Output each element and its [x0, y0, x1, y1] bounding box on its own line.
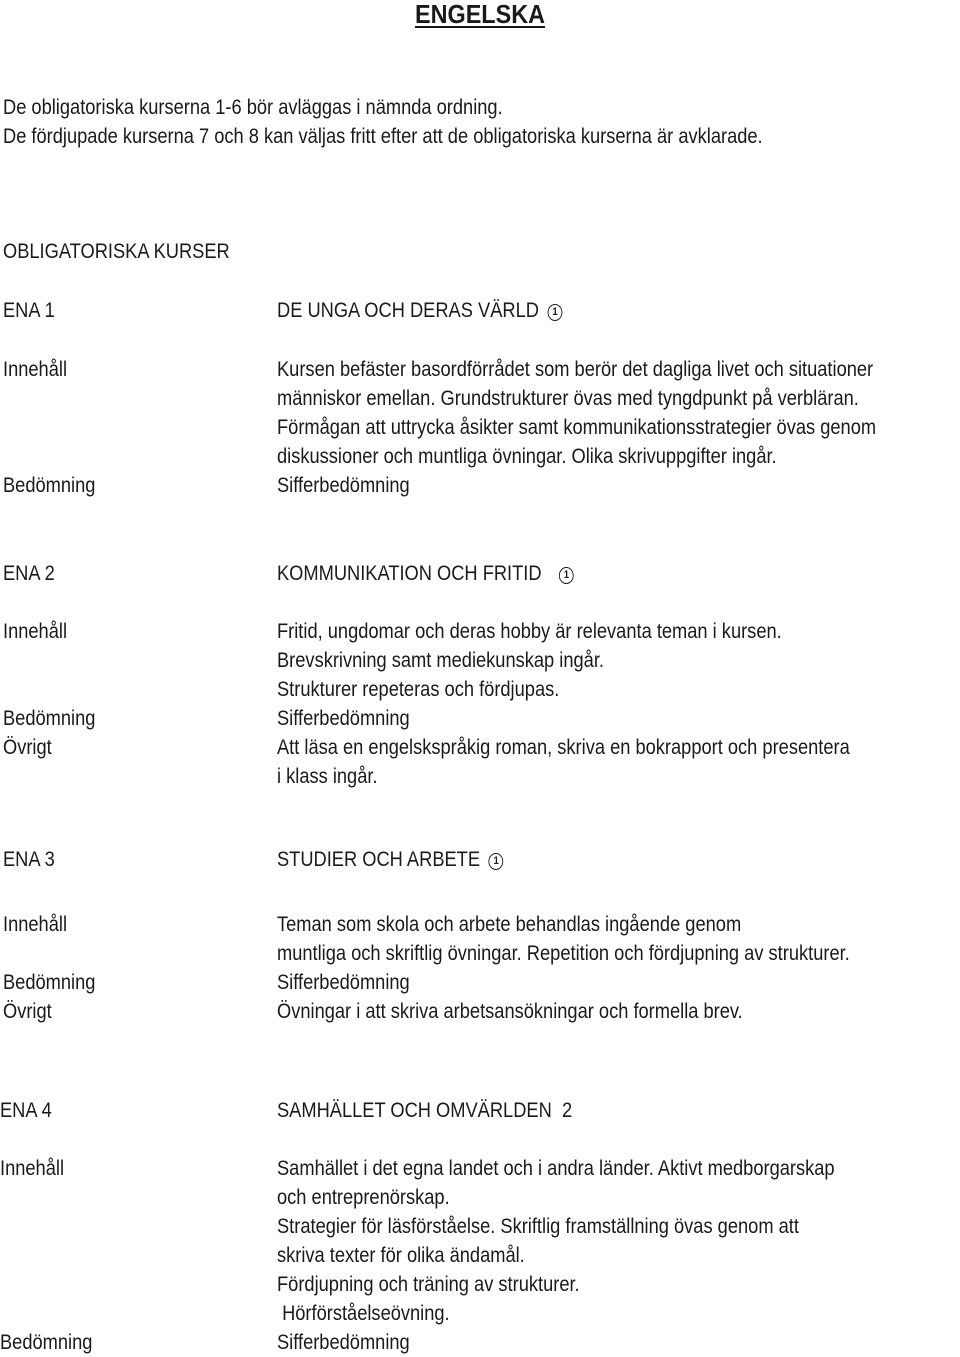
content-line: Brevskrivning samt mediekunskap ingår. [277, 649, 604, 672]
course-name: DE UNGA OCH DERAS VÄRLD 1 [277, 296, 562, 325]
content-line: Teman som skola och arbete behandlas ingående genom [277, 913, 742, 936]
content-line: skriva texter för olika ändamål. [277, 1244, 525, 1267]
course-code: ENA 4 [0, 1099, 52, 1122]
content-label: Innehåll [0, 1157, 64, 1180]
assessment-value: Sifferbedömning [277, 1331, 410, 1354]
other-label: Övrigt [3, 1000, 52, 1023]
content-line: Samhället i det egna landet och i andra länder. Aktivt medborgarskap [277, 1157, 835, 1180]
intro-line-2: De fördjupade kurserna 7 och 8 kan väljas fritt efter att de obligatoriska kurserna är avklarade. [3, 125, 763, 148]
other-line: i klass ingår. [277, 765, 378, 788]
course-level-marker: 2 [561, 1099, 573, 1122]
content-line: Fördjupning och träning av strukturer. [277, 1273, 580, 1296]
course-code: ENA 2 [3, 562, 55, 585]
assessment-value: Sifferbedömning [277, 474, 410, 497]
content-label: Innehåll [3, 358, 67, 381]
content-line: Strategier för läsförståelse. Skriftlig framställning övas genom att [277, 1215, 799, 1238]
content-line: diskussioner och muntliga övningar. Olika skrivuppgifter ingår. [277, 445, 777, 468]
intro-line-1: De obligatoriska kurserna 1-6 bör avläggas i nämnda ordning. [3, 96, 503, 119]
content-line: Strukturer repeteras och fördjupas. [277, 678, 560, 701]
other-line: Övningar i att skriva arbetsansökningar och formella brev. [277, 1000, 743, 1023]
content-label: Innehåll [3, 913, 67, 936]
content-line: muntliga och skriftlig övningar. Repetition och fördjupning av strukturer. [277, 942, 850, 965]
content-line: Fritid, ungdomar och deras hobby är relevanta teman i kursen. [277, 620, 782, 643]
section-heading: OBLIGATORISKA KURSER [3, 240, 230, 263]
assessment-label: Bedömning [3, 707, 96, 730]
course-name: STUDIER OCH ARBETE 1 [277, 845, 504, 874]
content-line: och entreprenörskap. [277, 1186, 450, 1209]
course-name: KOMMUNIKATION OCH FRITID 1 [277, 559, 574, 588]
content-label: Innehåll [3, 620, 67, 643]
page-title: ENGELSKA [414, 0, 546, 29]
course-code: ENA 3 [3, 848, 55, 871]
assessment-label: Bedömning [3, 474, 96, 497]
course-level-marker: 1 [559, 567, 574, 584]
assessment-value: Sifferbedömning [277, 971, 410, 994]
assessment-label: Bedömning [3, 971, 96, 994]
content-line: Kursen befäster basordförrådet som berör det dagliga livet och situationer [277, 358, 874, 381]
other-label: Övrigt [3, 736, 52, 759]
course-level-marker: 1 [489, 853, 504, 870]
assessment-value: Sifferbedömning [277, 707, 410, 730]
assessment-label: Bedömning [0, 1331, 93, 1354]
course-level-marker: 1 [548, 304, 563, 321]
course-code: ENA 1 [3, 299, 55, 322]
content-line: människor emellan. Grundstrukturer övas med tyngdpunkt på verbläran. [277, 387, 859, 410]
content-line: Förmågan att uttrycka åsikter samt kommunikationsstrategier övas genom [277, 416, 877, 439]
other-line: Att läsa en engelskspråkig roman, skriva en bokrapport och presentera [277, 736, 850, 759]
content-line: Hörförståelseövning. [277, 1302, 450, 1325]
course-name: SAMHÄLLET OCH OMVÄRLDEN 2 [277, 1099, 573, 1122]
